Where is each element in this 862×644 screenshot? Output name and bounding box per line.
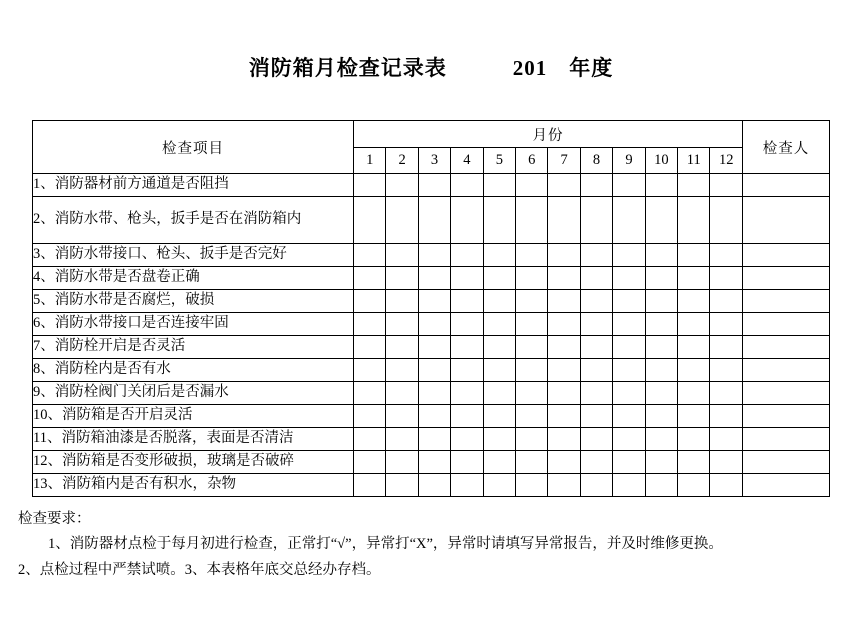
check-cell-12[interactable] xyxy=(710,336,743,359)
check-cell-5[interactable] xyxy=(483,451,515,474)
check-cell-3[interactable] xyxy=(418,451,450,474)
column-header-months: 月份 xyxy=(354,121,743,148)
check-cell-9[interactable] xyxy=(613,313,645,336)
requirements-section xyxy=(18,507,844,583)
check-cell-5[interactable] xyxy=(483,244,515,267)
check-cell-8[interactable] xyxy=(580,313,612,336)
check-cell-8[interactable] xyxy=(580,359,612,382)
check-cell-2[interactable] xyxy=(386,405,418,428)
item-label: 9、消防栓阀门关闭后是否漏水 xyxy=(33,382,354,405)
check-cell-10[interactable] xyxy=(645,290,677,313)
table-row xyxy=(33,382,830,405)
check-cell-10[interactable] xyxy=(645,336,677,359)
check-cell-5[interactable] xyxy=(483,336,515,359)
table-body xyxy=(33,174,830,497)
check-cell-5[interactable] xyxy=(483,197,515,244)
month-header-7: 7 xyxy=(548,148,580,174)
check-cell-2[interactable] xyxy=(386,244,418,267)
check-cell-1[interactable] xyxy=(354,174,386,197)
check-cell-12[interactable] xyxy=(710,451,743,474)
table-row xyxy=(33,405,830,428)
checker-cell[interactable] xyxy=(743,428,830,451)
check-cell-8[interactable] xyxy=(580,197,612,244)
checker-cell[interactable] xyxy=(743,244,830,267)
month-header-3: 3 xyxy=(418,148,450,174)
check-cell-7[interactable] xyxy=(548,428,580,451)
checker-cell[interactable] xyxy=(743,197,830,244)
check-cell-10[interactable] xyxy=(645,382,677,405)
table-row xyxy=(33,197,830,244)
table-head xyxy=(33,121,830,174)
check-cell-11[interactable] xyxy=(678,197,710,244)
check-cell-9[interactable] xyxy=(613,336,645,359)
month-header-6: 6 xyxy=(516,148,548,174)
check-cell-12[interactable] xyxy=(710,313,743,336)
checker-cell[interactable] xyxy=(743,174,830,197)
check-cell-3[interactable] xyxy=(418,382,450,405)
check-cell-4[interactable] xyxy=(451,428,483,451)
table-row xyxy=(33,359,830,382)
table-row xyxy=(33,451,830,474)
table-row xyxy=(33,267,830,290)
check-cell-11[interactable] xyxy=(678,267,710,290)
check-cell-11[interactable] xyxy=(678,336,710,359)
check-cell-1[interactable] xyxy=(354,313,386,336)
table-row xyxy=(33,336,830,359)
check-cell-4[interactable] xyxy=(451,451,483,474)
check-cell-9[interactable] xyxy=(613,451,645,474)
check-cell-3[interactable] xyxy=(418,313,450,336)
item-label: 11、消防箱油漆是否脱落，表面是否清洁 xyxy=(33,428,354,451)
check-cell-3[interactable] xyxy=(418,428,450,451)
month-header-1: 1 xyxy=(354,148,386,174)
check-cell-2[interactable] xyxy=(386,313,418,336)
check-cell-5[interactable] xyxy=(483,267,515,290)
check-cell-12[interactable] xyxy=(710,405,743,428)
check-cell-7[interactable] xyxy=(548,197,580,244)
check-cell-1[interactable] xyxy=(354,244,386,267)
check-cell-2[interactable] xyxy=(386,290,418,313)
check-cell-4[interactable] xyxy=(451,174,483,197)
check-cell-10[interactable] xyxy=(645,451,677,474)
check-cell-2[interactable] xyxy=(386,474,418,497)
check-cell-12[interactable] xyxy=(710,359,743,382)
check-cell-11[interactable] xyxy=(678,405,710,428)
check-cell-9[interactable] xyxy=(613,290,645,313)
item-label: 4、消防水带是否盘卷正确 xyxy=(33,267,354,290)
check-cell-3[interactable] xyxy=(418,197,450,244)
check-cell-6[interactable] xyxy=(516,428,548,451)
check-cell-7[interactable] xyxy=(548,267,580,290)
table-row xyxy=(33,428,830,451)
check-cell-2[interactable] xyxy=(386,174,418,197)
check-cell-12[interactable] xyxy=(710,290,743,313)
checker-cell[interactable] xyxy=(743,290,830,313)
check-cell-9[interactable] xyxy=(613,267,645,290)
check-cell-12[interactable] xyxy=(710,267,743,290)
check-cell-3[interactable] xyxy=(418,405,450,428)
month-header-9: 9 xyxy=(613,148,645,174)
page-title xyxy=(18,52,844,82)
item-label: 10、消防箱是否开启灵活 xyxy=(33,405,354,428)
check-cell-8[interactable] xyxy=(580,336,612,359)
check-cell-11[interactable] xyxy=(678,313,710,336)
month-header-8: 8 xyxy=(580,148,612,174)
table-header-row-group xyxy=(33,121,830,148)
check-cell-9[interactable] xyxy=(613,359,645,382)
check-cell-5[interactable] xyxy=(483,405,515,428)
checker-cell[interactable] xyxy=(743,336,830,359)
table-row xyxy=(33,290,830,313)
check-cell-12[interactable] xyxy=(710,428,743,451)
check-cell-6[interactable] xyxy=(516,474,548,497)
check-cell-8[interactable] xyxy=(580,290,612,313)
check-cell-6[interactable] xyxy=(516,313,548,336)
check-cell-11[interactable] xyxy=(678,474,710,497)
check-cell-11[interactable] xyxy=(678,290,710,313)
check-cell-1[interactable] xyxy=(354,197,386,244)
check-cell-8[interactable] xyxy=(580,382,612,405)
check-cell-12[interactable] xyxy=(710,382,743,405)
page-title-text: 消防箱月检查记录表 xyxy=(248,56,447,80)
check-cell-6[interactable] xyxy=(516,451,548,474)
check-cell-12[interactable] xyxy=(710,174,743,197)
document-page xyxy=(0,52,862,644)
check-cell-6[interactable] xyxy=(516,405,548,428)
check-cell-4[interactable] xyxy=(451,474,483,497)
check-cell-9[interactable] xyxy=(613,382,645,405)
item-label: 2、消防水带、枪头，扳手是否在消防箱内 xyxy=(33,197,354,244)
check-cell-3[interactable] xyxy=(418,290,450,313)
check-cell-10[interactable] xyxy=(645,428,677,451)
check-cell-5[interactable] xyxy=(483,382,515,405)
checker-cell[interactable] xyxy=(743,474,830,497)
checker-cell[interactable] xyxy=(743,359,830,382)
column-header-checker: 检查人 xyxy=(743,121,830,174)
check-cell-3[interactable] xyxy=(418,474,450,497)
item-label: 8、消防栓内是否有水 xyxy=(33,359,354,382)
check-cell-7[interactable] xyxy=(548,405,580,428)
month-header-4: 4 xyxy=(451,148,483,174)
checker-cell[interactable] xyxy=(743,451,830,474)
check-cell-6[interactable] xyxy=(516,244,548,267)
check-cell-1[interactable] xyxy=(354,405,386,428)
month-header-2: 2 xyxy=(386,148,418,174)
check-cell-2[interactable] xyxy=(386,382,418,405)
check-cell-8[interactable] xyxy=(580,428,612,451)
checker-cell[interactable] xyxy=(743,405,830,428)
check-cell-3[interactable] xyxy=(418,267,450,290)
check-cell-7[interactable] xyxy=(548,382,580,405)
check-cell-11[interactable] xyxy=(678,451,710,474)
checker-cell[interactable] xyxy=(743,382,830,405)
table-row xyxy=(33,313,830,336)
check-cell-2[interactable] xyxy=(386,359,418,382)
check-cell-10[interactable] xyxy=(645,474,677,497)
check-cell-9[interactable] xyxy=(613,174,645,197)
check-cell-9[interactable] xyxy=(613,474,645,497)
check-cell-2[interactable] xyxy=(386,197,418,244)
check-cell-4[interactable] xyxy=(451,313,483,336)
check-cell-9[interactable] xyxy=(613,197,645,244)
check-cell-5[interactable] xyxy=(483,428,515,451)
check-cell-7[interactable] xyxy=(548,174,580,197)
check-cell-10[interactable] xyxy=(645,405,677,428)
check-cell-9[interactable] xyxy=(613,244,645,267)
check-cell-1[interactable] xyxy=(354,267,386,290)
check-cell-9[interactable] xyxy=(613,428,645,451)
check-cell-6[interactable] xyxy=(516,174,548,197)
item-label: 5、消防水带是否腐烂，破损 xyxy=(33,290,354,313)
requirement-line-1: 1、消防器材点检于每月初进行检查，正常打“√”，异常打“X”，异常时请填写异常报告，并及时维修更换。 xyxy=(48,536,723,553)
check-cell-1[interactable] xyxy=(354,474,386,497)
check-cell-10[interactable] xyxy=(645,244,677,267)
table-row xyxy=(33,174,830,197)
check-cell-8[interactable] xyxy=(580,405,612,428)
check-cell-2[interactable] xyxy=(386,428,418,451)
check-cell-7[interactable] xyxy=(548,244,580,267)
check-cell-4[interactable] xyxy=(451,267,483,290)
check-cell-4[interactable] xyxy=(451,197,483,244)
checker-cell[interactable] xyxy=(743,267,830,290)
check-cell-6[interactable] xyxy=(516,267,548,290)
check-cell-3[interactable] xyxy=(418,359,450,382)
check-cell-11[interactable] xyxy=(678,359,710,382)
check-cell-1[interactable] xyxy=(354,382,386,405)
check-cell-1[interactable] xyxy=(354,290,386,313)
check-cell-8[interactable] xyxy=(580,474,612,497)
month-header-5: 5 xyxy=(483,148,515,174)
check-cell-8[interactable] xyxy=(580,174,612,197)
check-cell-8[interactable] xyxy=(580,451,612,474)
check-cell-1[interactable] xyxy=(354,428,386,451)
check-cell-12[interactable] xyxy=(710,244,743,267)
check-cell-4[interactable] xyxy=(451,336,483,359)
check-cell-1[interactable] xyxy=(354,451,386,474)
check-cell-10[interactable] xyxy=(645,359,677,382)
check-cell-4[interactable] xyxy=(451,359,483,382)
check-cell-5[interactable] xyxy=(483,359,515,382)
check-cell-2[interactable] xyxy=(386,267,418,290)
check-cell-7[interactable] xyxy=(548,451,580,474)
checker-cell[interactable] xyxy=(743,313,830,336)
check-cell-3[interactable] xyxy=(418,336,450,359)
check-cell-1[interactable] xyxy=(354,336,386,359)
check-cell-11[interactable] xyxy=(678,174,710,197)
item-label: 7、消防栓开启是否灵活 xyxy=(33,336,354,359)
check-cell-10[interactable] xyxy=(645,174,677,197)
check-cell-10[interactable] xyxy=(645,313,677,336)
inspection-record-table xyxy=(32,120,830,497)
check-cell-7[interactable] xyxy=(548,474,580,497)
check-cell-5[interactable] xyxy=(483,313,515,336)
check-cell-12[interactable] xyxy=(710,474,743,497)
check-cell-11[interactable] xyxy=(678,428,710,451)
check-cell-9[interactable] xyxy=(613,405,645,428)
month-header-12: 12 xyxy=(710,148,743,174)
check-cell-7[interactable] xyxy=(548,336,580,359)
check-cell-5[interactable] xyxy=(483,290,515,313)
check-cell-5[interactable] xyxy=(483,474,515,497)
check-cell-7[interactable] xyxy=(548,359,580,382)
check-cell-2[interactable] xyxy=(386,451,418,474)
table-row xyxy=(33,474,830,497)
check-cell-4[interactable] xyxy=(451,382,483,405)
check-cell-12[interactable] xyxy=(710,197,743,244)
check-cell-8[interactable] xyxy=(580,267,612,290)
check-cell-6[interactable] xyxy=(516,359,548,382)
item-label: 12、消防箱是否变形破损，玻璃是否破碎 xyxy=(33,451,354,474)
item-label: 1、消防器材前方通道是否阻挡 xyxy=(33,174,354,197)
item-label: 6、消防水带接口是否连接牢固 xyxy=(33,313,354,336)
check-cell-7[interactable] xyxy=(548,313,580,336)
check-cell-6[interactable] xyxy=(516,290,548,313)
check-cell-5[interactable] xyxy=(483,174,515,197)
check-cell-10[interactable] xyxy=(645,267,677,290)
column-header-item: 检查项目 xyxy=(33,121,354,174)
check-cell-7[interactable] xyxy=(548,290,580,313)
check-cell-6[interactable] xyxy=(516,197,548,244)
check-cell-4[interactable] xyxy=(451,244,483,267)
title-year-suffix: 年度 xyxy=(569,56,614,80)
check-cell-3[interactable] xyxy=(418,244,450,267)
check-cell-4[interactable] xyxy=(451,290,483,313)
title-year-prefix: 201 xyxy=(512,56,548,80)
check-cell-11[interactable] xyxy=(678,244,710,267)
item-label: 3、消防水带接口、枪头、扳手是否完好 xyxy=(33,244,354,267)
requirements-heading: 检查要求： xyxy=(18,511,91,527)
month-header-10: 10 xyxy=(645,148,677,174)
table-row xyxy=(33,244,830,267)
item-label: 13、消防箱内是否有积水，杂物 xyxy=(33,474,354,497)
check-cell-6[interactable] xyxy=(516,382,548,405)
check-cell-6[interactable] xyxy=(516,336,548,359)
check-cell-11[interactable] xyxy=(678,382,710,405)
month-header-11: 11 xyxy=(678,148,710,174)
check-cell-4[interactable] xyxy=(451,405,483,428)
check-cell-3[interactable] xyxy=(418,174,450,197)
check-cell-2[interactable] xyxy=(386,336,418,359)
check-cell-8[interactable] xyxy=(580,244,612,267)
requirement-line-2: 2、点检过程中严禁试喷。3、本表格年底交总经办存档。 xyxy=(18,561,381,578)
check-cell-1[interactable] xyxy=(354,359,386,382)
check-cell-10[interactable] xyxy=(645,197,677,244)
